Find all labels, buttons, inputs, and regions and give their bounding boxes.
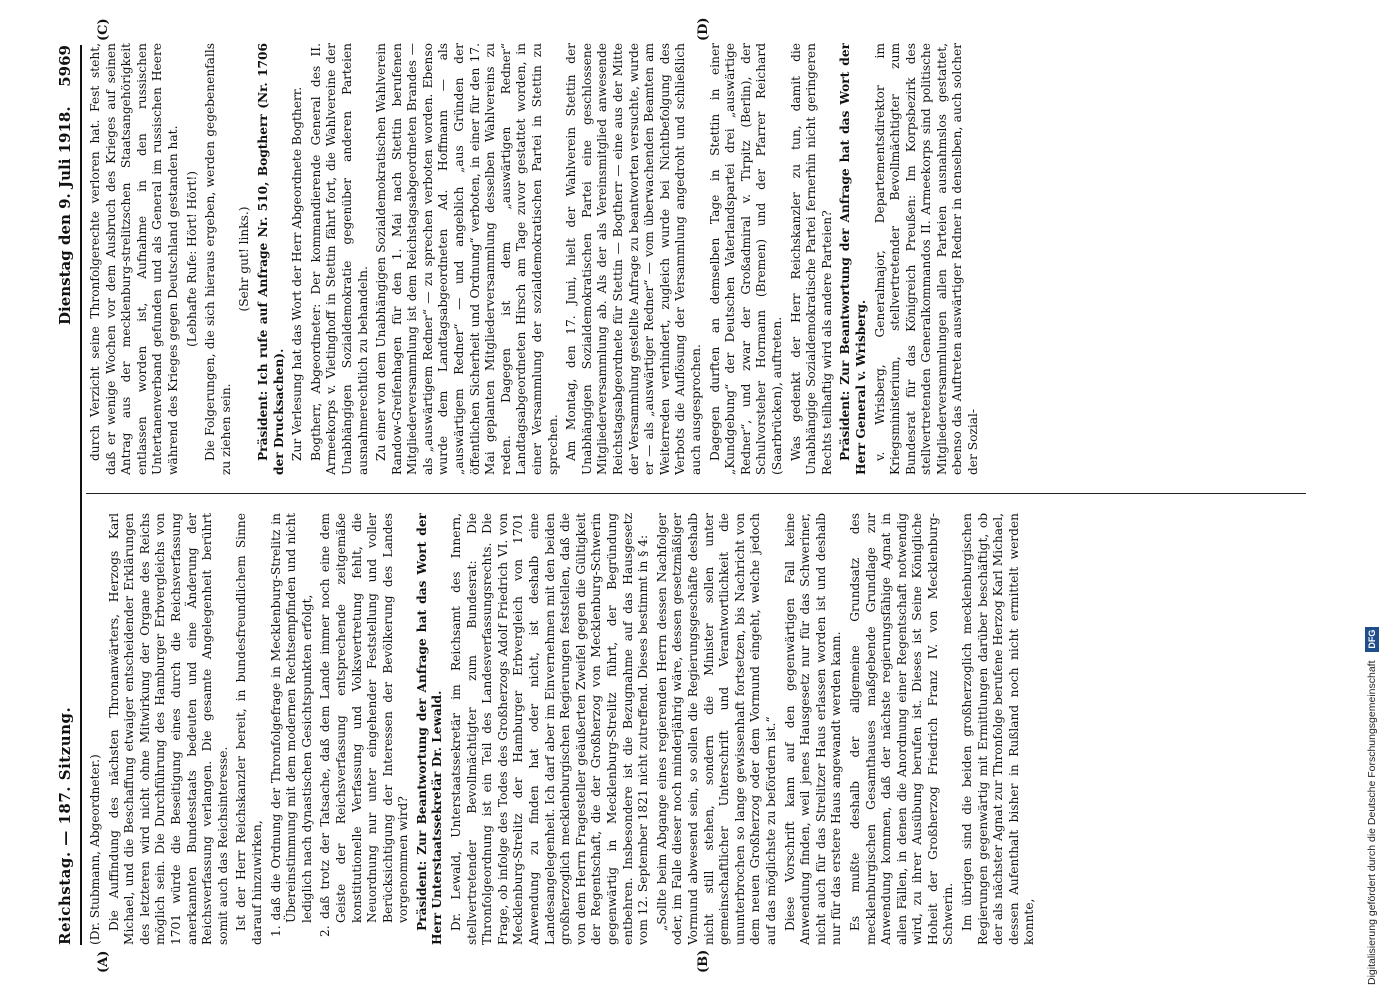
body-paragraph: Die Folgerungen, die sich hieraus ergeben, werden gegebenenfalls zu ziehen sein.: [203, 43, 233, 475]
body-paragraph: Die Auffindung des nächsten Thronanwärters, Herzogs Karl Michael, und die Beschaffung etwaiger entscheidender Erklärungen des letzteren wird nicht ohne Mitwirkung der Organe des Reichs möglich sein. Die Durchführung des Hamburger Erbvergleichs von 1701 würde die Beseitigung eines durch die Reichsverfassung anerkannten Bundesstaats bedeuten und eine Änderung der Reichsverfassung verlangen. Die gesamte Angelegenheit berührt somit auch das Reichsinteresse.: [106, 513, 230, 945]
body-paragraph: Es mußte deshalb der allgemeine Grundsatz des mecklenburgischen Gesamthauses maßgebende Grundlage zur Anwendung kommen, daß der nächste regierungsfähige Agnat in allen Fällen, in denen die Anordnung einer Regentschaft notwendig wird, zu ihrer Ausübung berufen ist. Dieses ist Seine Königliche Hoheit der Großherzog Friedrich Franz IV. von Mecklenburg-Schwerin.: [847, 513, 956, 945]
interjection: (Lebhafte Rufe: Hört! Hört!): [184, 171, 199, 348]
body-paragraph: Was gedenkt der Herr Reichskanzler zu tun, damit die Unabhängige Sozialdemokratische Partei fernerhin nicht geringeren Rechts teilhaftig wird als andere Parteien?: [788, 43, 834, 475]
speaker-paragraph: v. Wrisberg, Generalmajor, Departementsdirektor im Kriegsministerium, stellvertretender Bevollmächtigter zum Bundesrat für das Königreich Preußen: Im Korpsbezirk des stellvertretenden Generalkommandos II. Armeekorps sind politische Mitgliederversammlungen allen Parteien ausnahmslos gestattet, ebenso das Auftreten auswärtiger Redner in denselben, auch solcher der Sozial-: [872, 43, 981, 475]
page-number: 5969: [56, 45, 74, 87]
header-title: Reichstag. — 187. Sitzung.: [56, 706, 74, 945]
speaker-paragraph: Bogtherr, Abgeordneter: Der kommandierende General des II. Armeekorps v. Vietinghoff in Stettin fährt fort, die Wahlvereine der Unabhängigen Sozialdemokratie gegenüber anderen Parteien ausnahmerechtlich zu behandeln.: [308, 43, 370, 475]
dfg-logo: DFG: [1365, 627, 1379, 652]
speaker-continuation: (Dr. Stubmann, Abgeordneter.): [88, 754, 102, 945]
rotated-page: [56, 17, 1356, 973]
column-divider: [86, 493, 1306, 494]
digitization-credit: Digitalisierung gefördert durch die Deutsche Forschungsgemeinschaft: [1366, 660, 1378, 985]
margin-marker-d: (D): [696, 17, 711, 41]
quoted-paragraph: „Sollte beim Abgange eines regierenden Herrn dessen Nachfolger oder, im Falle dieser noch minderjährig wäre, dessen gesetzmäßiger Vormund abwesend sein, so sollen die Regierungsgeschäfte deshalb nicht still stehen, sondern die Minister sollen unter gemeinschaftlicher Unterschrift und Verantwortlichkeit die ununterbrochen so lange gewissenhaft fortsetzen, bis Nachricht von dem neuen Großherzog oder dem Vormund eingeht, welche jedoch auf das möglichste zu befördern ist.“: [654, 513, 778, 945]
body-paragraph: Im übrigen sind die beiden großherzoglich mecklenburgischen Regierungen gegenwärtig mit Ermittlungen darüber beschäftigt, ob der als nächster Agnat zur Thronfolge berufene Herzog Karl Michael, dessen Aufenthalt bisher in Rußland noch nicht ermittelt werden konnte,: [960, 513, 1037, 945]
left-column: [88, 513, 1298, 945]
list-item: 1. daß die Ordnung der Thronfolgefrage in Mecklenburg-Strelitz in Übereinstimmung mit dem modernen Rechtsempfinden und nicht lediglich nach dynastischen Gesichtspunkten erfolgt,: [268, 513, 314, 937]
body-paragraph: Zur Verlesung hat das Wort der Herr Abgeordnete Bogtherr.: [290, 86, 305, 461]
page-header: [56, 45, 78, 945]
body-paragraph: Dr. Lewald, Unterstaatssekretär im Reichsamt des Innern, stellvertretender Bevollmächtigter zum Bundesrat: Die Thronfolgeordnung ist ein Teil des Landesverfassungsrechts. Die Frage, ob infolge des Todes des Großherzogs Adolf Friedrich VI. von Mecklenburg-Strelitz der Hamburger Erbvergleich von 1701 Anwendung zu finden hat oder nicht, ist deshalb eine Landesangelegenheit. Ich darf aber im Einvernehmen mit den beiden großherzoglich mecklenburgischen Regierungen feststellen, daß die von dem Herrn Fragesteller geäußerten Zweifel gegen die Gültigkeit der Regentschaft, die der Großherzog von Mecklenburg-Schwerin gegenwärtig in Mecklenburg-Strelitz führt, der Begründung entbehren. Insbesondere ist die Bezugnahme auf das Hausgesetz vom 12. September 1821 nicht zutreffend. Dieses bestimmt in § 4:: [449, 513, 651, 945]
president-speech: Präsident: Ich rufe auf Anfrage Nr. 510, Bogtherr (Nr. 1706 der Drucksachen).: [255, 43, 286, 475]
interjection: (Sehr gut! links.): [237, 206, 252, 312]
body-paragraph: Zu einer von dem Unabhängigen Sozialdemokratischen Wahlverein Randow-Greifenhagen für den 1. Mai nach Stettin berufenen Mitgliederversammlung ist dem Reichstagsabgeordneten Brandes — als „auswärtigem Redner“ — zu sprechen verboten worden. Ebenso wurde dem Landtagsabgeordneten Ad. Hoffmann — als „auswärtigem Redner“ — und angeblich „aus Gründen der öffentlichen Sicherheit und Ordnung“ verboten, in einer für den 17. Mai geplanten Mitgliederversammlung desselben Wahlvereins zu reden. Dagegen ist dem „auswärtigen Redner“ Landtagsabgeordneten Hirsch am Tage zuvor gestattet worden, in einer Versammlung der sozialdemokratischen Partei in Stettin zu sprechen.: [374, 43, 560, 475]
margin-marker-c: (C): [96, 18, 111, 41]
sidebar-inner: [1364, 15, 1380, 985]
body-paragraph: durch Verzicht seine Thronfolgerechte verloren hat. Fest steht, daß er wenige Wochen vor dem Ausbruch des Krieges auf seinen Antrag aus der mecklenburg-strelitzschen Staatsangehörigkeit entlassen worden ist, Aufnahme in den russischen Untertanenverband gefunden und als General im russischen Heere während des Krieges gegen Deutschland gestanden hat.: [88, 43, 180, 475]
list-item: 2. daß trotz der Tatsache, daß dem Lande immer noch eine dem Geiste der Reichsverfassung entsprechende zeitgemäße konstitutionelle Verfassung und Volksvertretung fehlt, die Neuordnung nur unter eingehender Feststellung und voller Berücksichtigung der Interessen der Bevölkerung des Landes vorgenommen wird?: [318, 513, 411, 937]
digitization-sidebar: [1364, 15, 1380, 985]
president-speech: Präsident: Zur Beantwortung der Anfrage hat das Wort der Herr General v. Wrisberg.: [838, 43, 868, 475]
body-paragraph: Dagegen durften an demselben Tage in Stettin in einer „Kundgebung“ der Deutschen Vaterlandspartei drei „auswärtige Redner“, und zwar der Großadmiral v. Tirpitz (Berlin), der Schulvorsteher Hormann (Bremen) und der Pfarrer Reichard (Saarbrücken), auftreten.: [707, 43, 784, 475]
body-paragraph: Am Montag, den 17. Juni, hielt der Wahlverein Stettin der Unabhängigen Sozialdemokratischen Partei eine geschlossene Mitgliederversammlung ab. Als der als Vereinsmitglied anwesende Reichstagsabgeordnete für Stettin — Bogtherr — eine aus der Mitte der Versammlung gestellte Anfrage zu beantworten versuchte, wurde er — als „auswärtiger Redner“ — vom überwachenden Beamten am Weiterreden verhindert, zugleich wurde bei Nichtbefolgung des Verbots die Auflösung der Versammlung angedroht und schließlich auch ausgesprochen.: [564, 43, 703, 475]
right-column: [88, 43, 1298, 475]
president-speech: Präsident: Zur Beantwortung der Anfrage hat das Wort der Herr Unterstaatssekretär Dr. Lewald.: [414, 513, 445, 945]
header-date: Dienstag den 9. Juli 1918.: [56, 106, 74, 325]
body-paragraph: Diese Vorschrift kann auf den gegenwärtigen Fall keine Anwendung finden, weil jenes Hausgesetz nur für das Schweriner, nicht auch für das Strelitzer Haus erlassen worden ist und deshalb nur für das erstere Haus angewandt werden kann.: [782, 513, 844, 945]
body-paragraph: Ist der Herr Reichskanzler bereit, in bundesfreundlichem Sinne darauf hinzuwirken,: [234, 513, 264, 945]
margin-marker-b: (B): [696, 949, 711, 973]
header-rule: [80, 45, 82, 945]
margin-marker-a: (A): [96, 950, 111, 973]
